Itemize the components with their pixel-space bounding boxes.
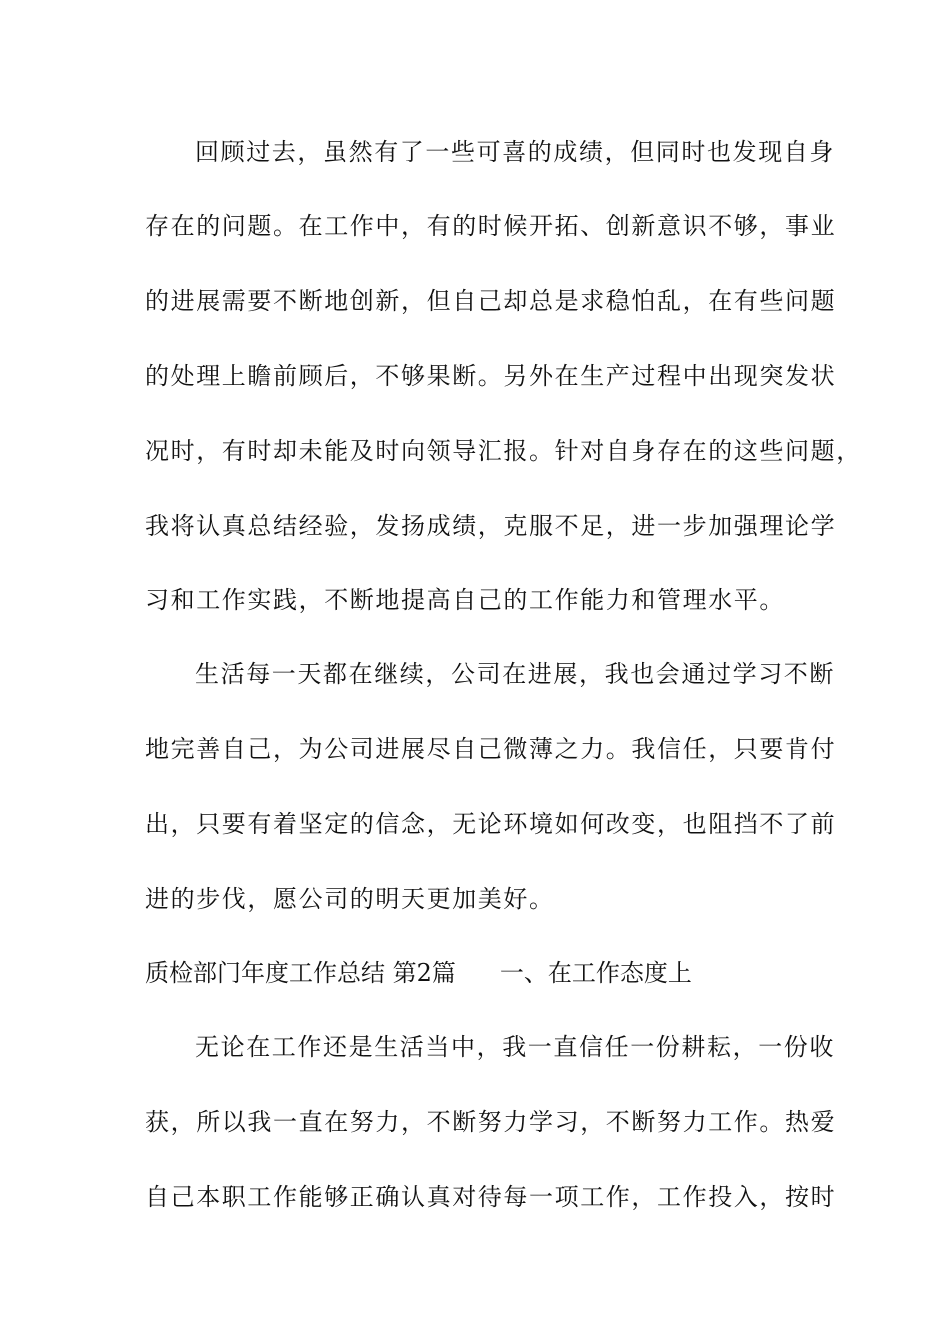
paragraph-line: 习和工作实践，不断地提高自己的工作能力和管理水平。 bbox=[145, 586, 785, 614]
paragraph-line: 的处理上瞻前顾后，不够果断。另外在生产过程中出现突发状 bbox=[145, 362, 837, 390]
section-heading bbox=[145, 958, 692, 988]
paragraph-line: 生活每一天都在继续，公司在进展，我也会通过学习不断 bbox=[195, 660, 835, 688]
paragraph-line: 出，只要有着坚定的信念，无论环境如何改变，也阻挡不了前 bbox=[145, 810, 837, 838]
paragraph-line: 况时，有时却未能及时向领导汇报。针对自身存在的这些问题， bbox=[145, 437, 862, 465]
paragraph-line: 进的步伐，愿公司的明天更加美好。 bbox=[145, 885, 555, 913]
paragraph-line: 地完善自己，为公司进展尽自己微薄之力。我信任，只要肯付 bbox=[145, 735, 837, 763]
paragraph-line: 回顾过去，虽然有了一些可喜的成绩，但同时也发现自身 bbox=[195, 138, 835, 166]
paragraph-line: 获，所以我一直在努力，不断努力学习，不断努力工作。热爱 bbox=[145, 1108, 837, 1136]
paragraph-line: 存在的问题。在工作中，有的时候开拓、创新意识不够，事业 bbox=[145, 212, 837, 240]
section-title: 质检部门年度工作总结 第2篇 bbox=[145, 959, 456, 987]
paragraph-line: 无论在工作还是生活当中，我一直信任一份耕耘，一份收 bbox=[195, 1033, 835, 1061]
paragraph-line: 我将认真总结经验，发扬成绩，克服不足，进一步加强理论学 bbox=[145, 512, 837, 540]
paragraph-line: 的进展需要不断地创新，但自己却总是求稳怕乱，在有些问题 bbox=[145, 287, 837, 315]
paragraph-line: 自己本职工作能够正确认真对待每一项工作，工作投入，按时 bbox=[145, 1183, 837, 1211]
section-subtitle: 一、在工作态度上 bbox=[499, 959, 692, 987]
